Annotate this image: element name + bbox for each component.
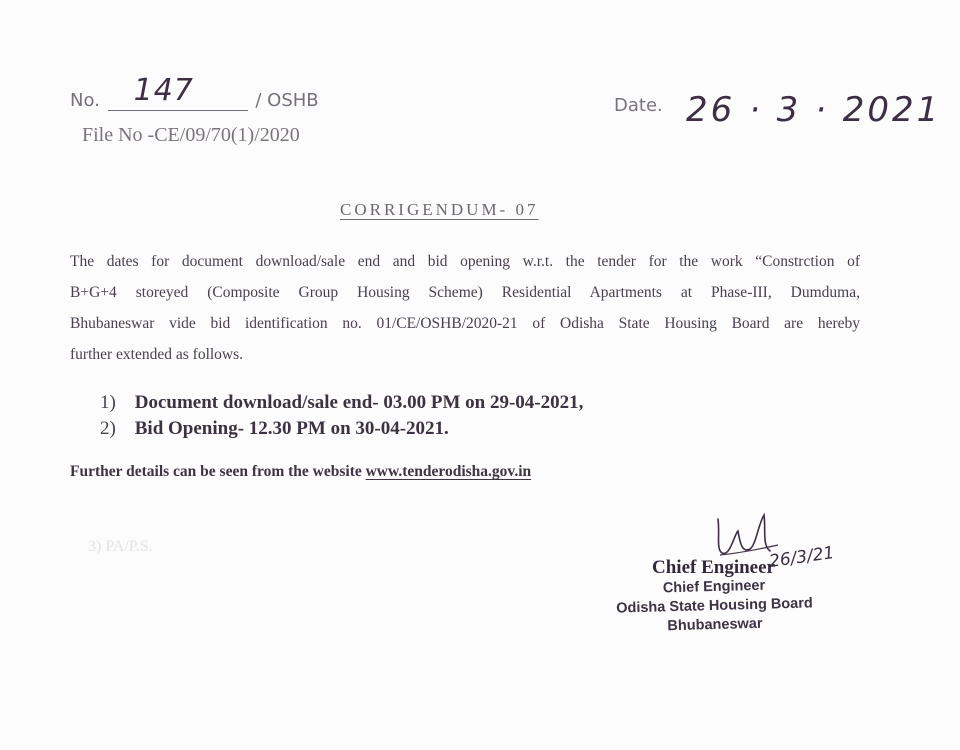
extension-list [100,390,583,442]
file-number: File No -CE/09/70(1)/2020 [82,124,300,146]
date-label: Date. [614,95,663,116]
further-text: Further details can be seen from the website [70,463,362,480]
number-suffix: / OSHB [255,90,319,111]
signature-date: 26/3/21 [767,543,836,572]
document-title: CORRIGENDUM- 07 [340,200,539,219]
further-details [70,463,531,481]
number-label: No. [70,90,100,111]
office-stamp [611,575,817,637]
handwritten-number: 147 [133,73,194,108]
body-paragraph [70,246,860,370]
stamp-line: Bhubaneswar [667,615,763,635]
list-number: 2) [100,418,116,439]
faint-bleed-text: 3) PA/P.S. [88,538,153,555]
list-item [100,390,583,416]
letter-number [70,73,319,111]
stamp-line: Chief Engineer [662,577,766,597]
list-text: Document download/sale end- 03.00 PM on 29-04-2021, [134,392,584,413]
body-line: further extended as follows. [70,346,244,363]
list-number: 1) [100,392,116,413]
stamp-line: Odisha State Housing Board [616,595,813,617]
signatory-title: Chief Engineer [652,557,775,578]
list-text: Bid Opening- 12.30 PM on 30-04-2021. [134,418,449,439]
body-line: The dates for document download/sale end and bid opening w.r.t. the tender for the work “Constrction of [70,253,860,270]
list-item [100,416,583,442]
body-line: Bhubaneswar vide bid identification no. 01/CE/OSHB/2020-21 of Odisha State Housing Board are hereby [70,315,860,332]
number-blank [108,73,248,111]
website-link[interactable]: www.tenderodisha.gov.in [365,463,532,480]
body-line: B+G+4 storeyed (Composite Group Housing Scheme) Residential Apartments at Phase-III, Dumduma, [70,284,860,301]
handwritten-date: 26 · 3 · 2021 [686,90,942,130]
